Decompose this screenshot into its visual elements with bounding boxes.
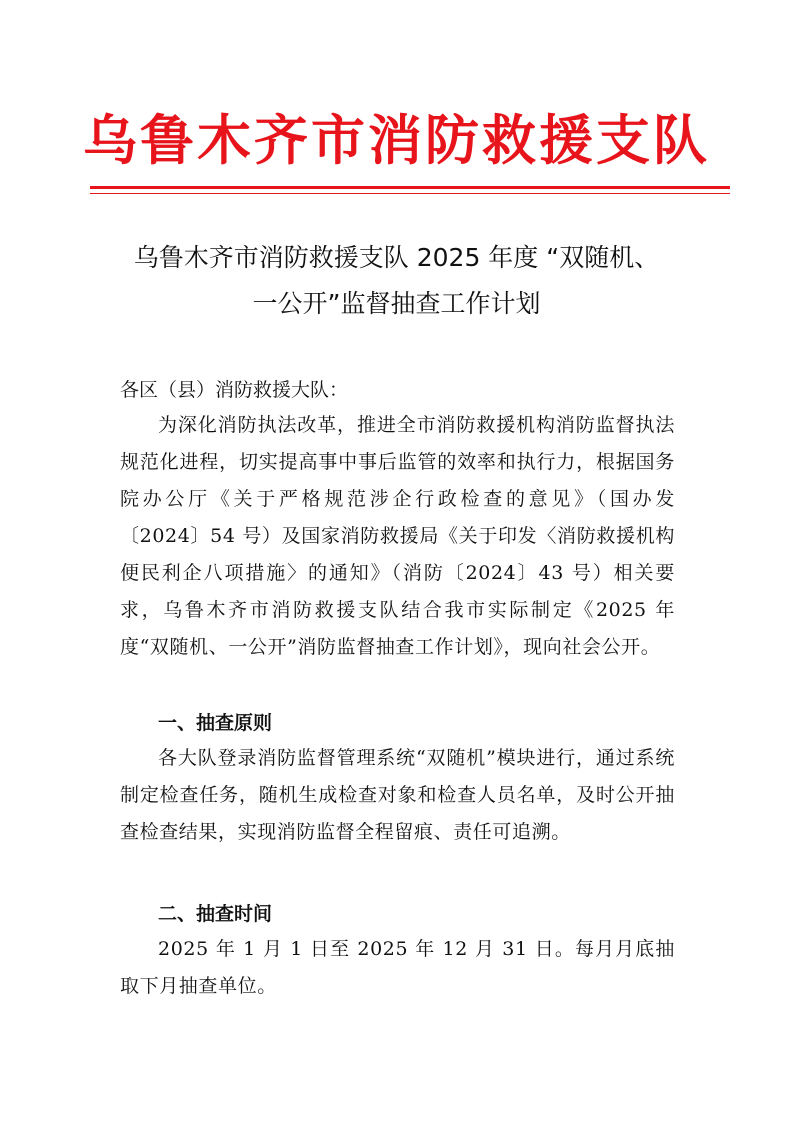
document-title-line-1: 乌鲁木齐市消防救援支队 2025 年度 “双随机、 bbox=[133, 243, 660, 272]
document-title-line-2: 一公开”监督抽查工作计划 bbox=[252, 289, 541, 318]
org-header-title: 乌鲁木齐市消防救援支队 bbox=[83, 108, 710, 172]
header-divider-thick bbox=[90, 186, 730, 189]
section-text-time: 2025 年 1 月 1 日至 2025 年 12 月 31 日。每月月底抽取下月抽查单位。 bbox=[120, 938, 675, 997]
salutation: 各区（县）消防救援大队： bbox=[120, 379, 349, 401]
intro-paragraph: 为深化消防执法改革，推进全市消防救援机构消防监督执法规范化进程，切实提高事中事后监管的效率和执行力，根据国务院办公厅《关于严格规范涉企行政检查的意见》（国办发〔2024〕54 号）及国家消防救援局《关于印发〈消防救援机构便民利企八项措施〉的通知》（消防〔2024〕43 号）相关要求，乌鲁木齐市消防救援支队结合我市实际制定《2025 年度“双随机、一公开”消防监督抽查工作计划》，现向社会公开。 bbox=[120, 414, 675, 658]
section-heading-time: 二、抽查时间 bbox=[158, 903, 273, 925]
section-heading-principles: 一、抽查原则 bbox=[158, 712, 273, 734]
header-divider-thin bbox=[90, 193, 730, 194]
section-text-principles: 各大队登录消防监督管理系统“双随机”模块进行，通过系统制定检查任务，随机生成检查对象和检查人员名单，及时公开抽查检查结果，实现消防监督全程留痕、责任可追溯。 bbox=[120, 747, 675, 843]
